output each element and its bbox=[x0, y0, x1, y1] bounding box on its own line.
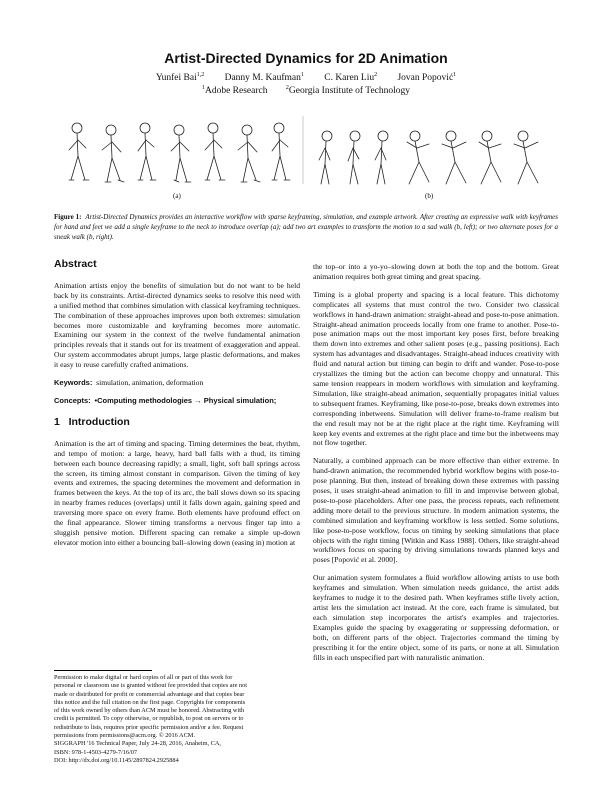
caption-text: Artist-Directed Dynamics provides an interactive workflow with sparse keyframing, simulation, and example artwork. After creating an expressive walk with keyframes for hand and feet we add a single keyframe to the neck to introduce overlap (a); add two art examples to transform the motion to a sad walk (b, left); or two alternate poses for a sneak walk (b, right). bbox=[54, 213, 558, 241]
author-list bbox=[0, 72, 612, 83]
figure-label-b: (b) bbox=[425, 192, 434, 200]
right-column bbox=[313, 262, 559, 670]
author: Danny M. Kaufman$^1$ bbox=[224, 72, 304, 83]
author: C. Karen Liu$^2$ bbox=[324, 72, 378, 83]
walk-cycle-illustration bbox=[55, 112, 557, 200]
copyright-footnote: Permission to make digital or hard copies of all or part of this work for personal or classroom use is granted without fee provided that copies are not made or distributed for profit or commercial advantage and that copies bear this notice and the full citation on the first page. Copyrights for components of this work owned by others than ACM must be honored. Abstracting with credit is permitted. To copy otherwise, or republish, to post on servers or to redistribute to lists, requires prior specific permission and/or a fee. Request permissions from permissions@acm.org. © 2016 ACM. SIGGRAPH '16 Technical Paper, July 24-28, 2016, Anaheim, CA, ISBN: 978-1-4503-4279-7/16/07 DOI: http://dx.doi.org/10.1145/2897824.2925884 bbox=[54, 674, 248, 764]
left-column bbox=[54, 260, 300, 556]
intro-paragraph: Animation is the art of timing and spacing. Timing determines the beat, rhythm, and tempo of motion: a large, heavy, hard ball falls with a thud, its timing between each bounce decreasing rapidly; a small, light, soft ball springs across the screen, its timing almost constant in comparison. Given the timing of key events and extremes, the spacing determines the movement and deformation in frames between the keys. At the top of its arc, the ball slows down so its spacing in nearby frames reduces (overlaps) until it falls down again, gaining speed and traversing more space on every frame. Both elements have profound effect on the final appearance. Slower timing transforms a nervous finger tap into a sluggish pensive motion. Different spacing can remake a simple up-down elevator motion into either a bouncing ball–slowing down (easing in) motion at bbox=[54, 438, 300, 547]
affiliation: $^2$Georgia Institute of Technology bbox=[285, 85, 411, 96]
abstract-text: Animation artists enjoy the benefits of simulation but do not want to be held back by its constraints. Artist-directed dynamics seeks to resolve this need with a unified method that combines simulation with classical keyframing techniques. The combination of these approaches improves upon both extremes: simulation becomes more customizable and keyframing becomes more automatic. Examining our system in the context of the twelve fundamental animation principles reveals that it stands out for its treatment of exaggeration and appeal. Our system accommodates abrupt jumps, large plastic deformations, and makes it easy to reuse carefully crafted animations. bbox=[54, 280, 300, 370]
paper-title: Artist-Directed Dynamics for 2D Animation bbox=[164, 50, 448, 66]
caption-label: Figure 1: bbox=[54, 213, 82, 221]
footnote-rule bbox=[54, 670, 152, 671]
body-paragraph: the top–or into a yo-yo–slowing down at both the top and the bottom. Great animation requires both great timing and great spacing. bbox=[313, 262, 559, 281]
keywords: Keywords: simulation, animation, deformation bbox=[54, 378, 204, 388]
figure-label-a: (a) bbox=[173, 192, 181, 200]
body-paragraph: Naturally, a combined approach can be more effective than either extreme. In hand-drawn animation, the recommended hybrid workflow begins with pose-to-pose planning. But then, instead of breaking down these extremes with passing poses, it uses straight-ahead animation to fill in and improvise between global, pose-to-pose placeholders. After one pass, the process repeats, each refinement adding more detail to the previous structure. In modern animation systems, the combined simulation and keyframing workflow is less settled. Some solutions, like pose-to-pose workflow, focus on timing by seeking simulations that place objects with the right timing [Witkin and Kass 1988]. Others, like straight-ahead workflows focus on spacing by driving simulations towards planned keys and poses [Popović et al. 2000]. bbox=[313, 456, 559, 565]
body-paragraph: Our animation system formulates a fluid workflow allowing artists to use both keyframes and simulation. When simulation needs guidance, the artist adds keyframes to nudge it to the desired path. When keyframes stifle lively action, artist lets the simulation act instead. At the core, each frame is simulated, but each simulation step incorporates the artist's examples and trajectories. Examples guide the spacing by exaggerating or suppressing deformation, or both, on different parts of the object. Trajectories command the timing by prescribing it for the entire object, some of its parts, or none at all. Simulation fills in each unspecified part with naturalistic animation. bbox=[313, 573, 559, 662]
teaser-figure bbox=[55, 112, 557, 200]
body-paragraph: Timing is a global property and spacing is a local feature. This dichotomy complicates all systems that must control the two. Consider two classical workflows in hand-drawn animation: straight-ahead and pose-to-pose animation. Straight-ahead animation proceeds locally from one frame to another. Pose-to-pose animation maps out the most important key poses first, before breaking them down into extremes and other salient poses (e.g., passing positions). Each system has advantages and disadvantages. Straight-ahead induces creativity with fluid and natural action but timing can begin to drift and wander. Pose-to-pose crystallizes the timing but the action can become choppy and unnatural. This same tension reappears in modern workflows with simulation and keyframing. Simulation, like straight-ahead animation, sequentially propagates initial values to subsequent frames. Keyframing, like pose-to-pose, breaks down extremes into corresponding inbetweens. Simulation will deliver frame-to-frame realism but the end result may not be at the right place at the right time. Keyframing will keep key events and extremes at the right place and time but the inbetweens may not flow together. bbox=[313, 289, 559, 448]
abstract-heading: Abstract bbox=[54, 258, 97, 270]
ccs-concepts: Concepts: •Computing methodologies → Physical simulation; bbox=[54, 395, 277, 405]
affiliation-list bbox=[0, 85, 612, 96]
affiliation: $^1$Adobe Research bbox=[201, 85, 268, 96]
figure-caption bbox=[54, 212, 558, 242]
author: Yunfei Bai$^{1,2}$ bbox=[155, 72, 205, 83]
intro-heading: 1 Introduction bbox=[54, 415, 130, 428]
author: Jovan Popović$^1$ bbox=[397, 72, 457, 83]
